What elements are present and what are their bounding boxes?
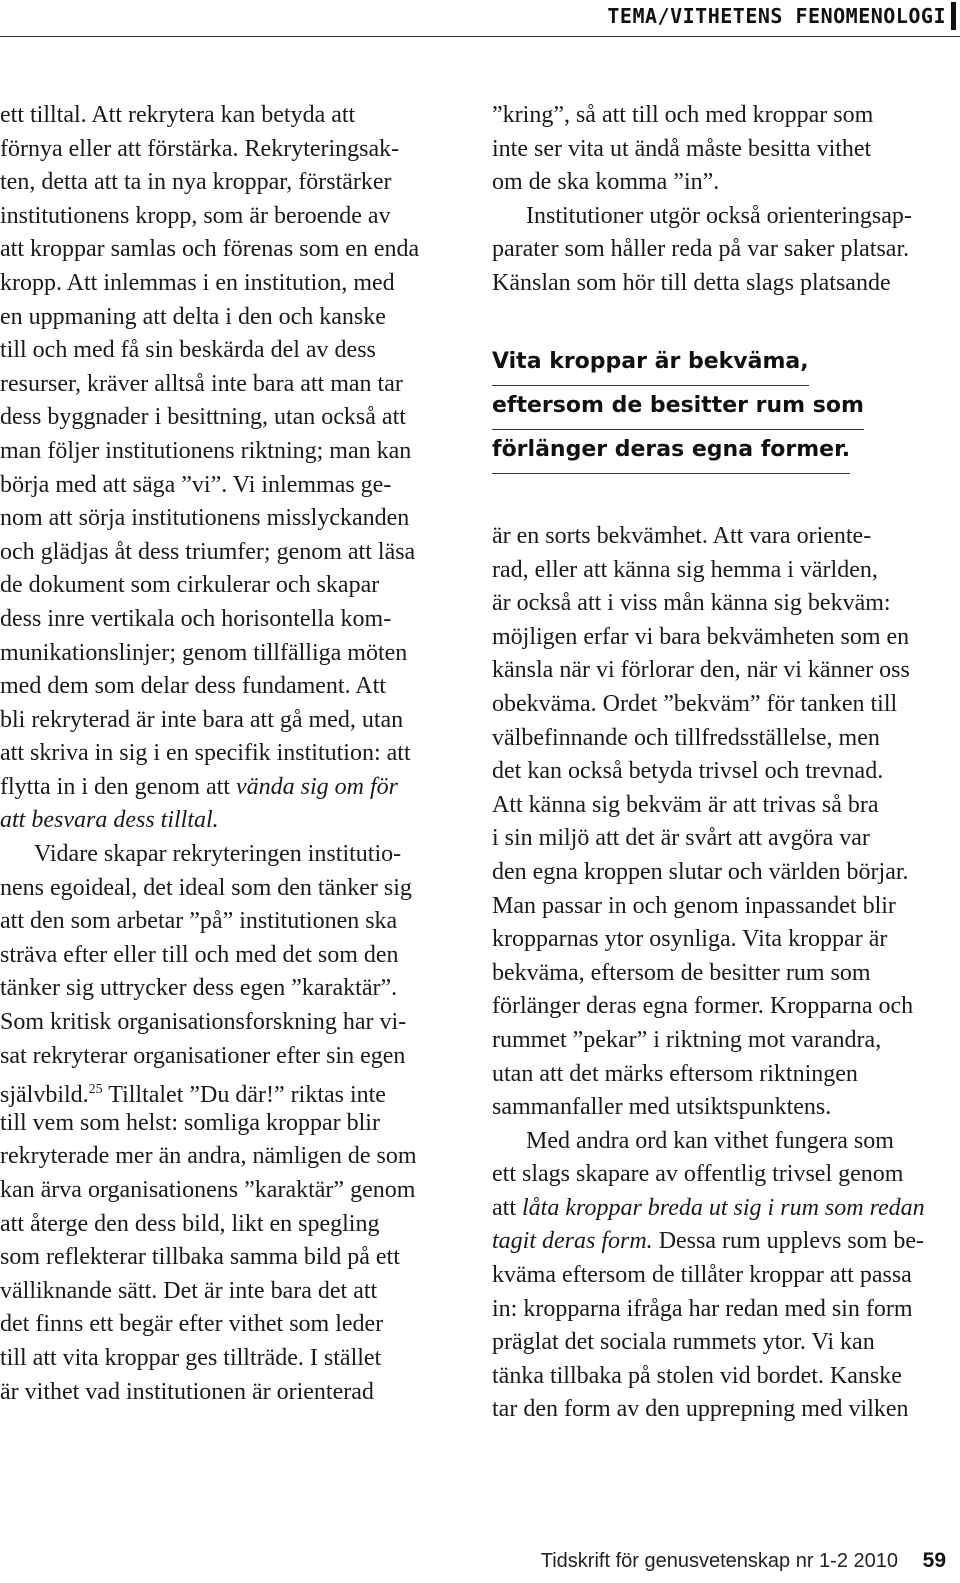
text-line: resurser, kräver alltså inte bara att man tar — [0, 370, 403, 397]
italic-fragment: låta kroppar breda ut sig i rum som redan — [522, 1194, 925, 1221]
text-line: nens egoideal, det ideal som den tänker sig — [0, 874, 412, 901]
text-line: sat rekryterar organisationer efter sin egen — [0, 1042, 406, 1069]
text-line: Vidare skapar rekryteringen institutio- — [34, 841, 402, 868]
pull-quote-line: förlänger deras egna former. — [492, 430, 850, 474]
text-line: att kroppar samlas och förenas som en enda — [0, 236, 420, 263]
italic-fragment: vända sig om för — [235, 773, 398, 800]
right-column-top — [492, 99, 954, 301]
text-line: dess inre vertikala och horisontella kom- — [0, 605, 392, 632]
text-line: förlänger deras egna former. Kropparna och — [492, 993, 914, 1020]
text-line — [492, 1192, 954, 1226]
text-fragment: Dessa rum upplevs som be- — [658, 1228, 924, 1255]
text-line: Med andra ord kan vithet fungera som — [526, 1127, 894, 1154]
text-line: rad, eller att känna sig hemma i världen, — [492, 556, 878, 583]
footnote-reference[interactable]: 25 — [88, 1082, 103, 1098]
text-line: sammanfaller med utsiktspunktens. — [492, 1094, 832, 1121]
text-line: att den som arbetar ”på” institutionen ska — [0, 908, 398, 935]
text-line: är vithet vad institutionen är orienterad — [0, 1378, 374, 1405]
text-line: till och med få sin beskärda del av dess — [0, 337, 376, 364]
text-line: dess byggnader i besittning, utan också att — [0, 404, 406, 431]
text-line: att återge den dess bild, likt en spegling — [0, 1210, 380, 1237]
text-line: Att känna sig bekväm är att trivas så bra — [492, 791, 879, 818]
text-fragment: flytta in i den genom att — [0, 773, 230, 800]
page-number: 59 — [922, 1549, 946, 1572]
text-line: de dokument som cirkulerar och skapar — [0, 572, 380, 599]
text-line: präglat det sociala rummets ytor. Vi kan — [492, 1329, 875, 1356]
text-line: tänka tillbaka på stolen vid bordet. Kanske — [492, 1362, 902, 1389]
text-line: utan att det märks eftersom riktningen — [492, 1060, 858, 1087]
text-line: Som kritisk organisationsforskning har vi- — [0, 1009, 407, 1036]
running-title: TEMA/VITHETENS FENOMENOLOGI — [607, 4, 946, 28]
text-line: ”kring”, så att till och med kroppar som — [492, 102, 874, 128]
text-line: möjligen erfar vi bara bekvämheten som en — [492, 623, 910, 650]
text-line: institutionens kropp, som är beroende av — [0, 202, 391, 229]
text-line: tänker sig uttrycker dess egen ”karaktär”. — [0, 975, 398, 1002]
text-line: en uppmaning att delta i den och kanske — [0, 303, 386, 330]
text-line: nom att sörja institutionens misslyckanden — [0, 505, 410, 532]
text-line: Institutioner utgör också orienteringsap- — [526, 202, 912, 229]
pull-quote — [492, 342, 952, 474]
text-line: rekryterade mer än andra, nämligen de som — [0, 1143, 417, 1170]
header-tick-mark — [951, 2, 956, 30]
text-line: bekväma, eftersom de besitter rum som — [492, 959, 871, 986]
text-line: börja med att säga ”vi”. Vi inlemmas ge- — [0, 471, 392, 498]
text-line: munikationslinjer; genom tillfälliga möten — [0, 639, 408, 666]
text-line: ett tilltal. Att rekrytera kan betyda att — [0, 102, 356, 128]
header-rule — [0, 36, 960, 37]
running-header — [0, 0, 960, 48]
journal-name: Tidskrift för genusvetenskap nr 1-2 2010 — [540, 1550, 898, 1572]
text-line: den egna kroppen slutar och världen börjar. — [492, 858, 909, 885]
text-fragment: självbild. — [0, 1082, 89, 1107]
text-line: till att vita kroppar ges tillträde. I stället — [0, 1344, 382, 1371]
pull-quote-line: Vita kroppar är bekväma, — [492, 342, 809, 386]
text-line: och glädjas åt dess triumfer; genom att läsa — [0, 538, 416, 565]
text-line: inte ser vita ut ändå måste besitta vithet — [492, 135, 872, 162]
text-line: det kan också betyda trivsel och trevnad. — [492, 758, 884, 785]
text-line: välbefinnande och tillfredsställelse, men — [492, 724, 880, 751]
page-footer — [0, 1548, 960, 1583]
text-line: ten, detta att ta in nya kroppar, förstärker — [0, 169, 392, 196]
pull-quote-line: eftersom de besitter rum som — [492, 386, 864, 430]
text-line: tar den form av den upprepning med vilken — [492, 1396, 909, 1423]
text-line: att besvara dess tilltal. — [0, 807, 219, 834]
text-line: parater som håller reda på var saker platsar. — [492, 236, 910, 263]
text-line: bli rekryterad är inte bara att gå med, utan — [0, 706, 404, 733]
text-line: kan ärva organisationens ”karaktär” genom — [0, 1177, 416, 1203]
text-line: Känslan som hör till detta slags platsande — [492, 269, 891, 296]
italic-fragment: tagit deras form. — [492, 1228, 653, 1255]
text-line: sträva efter eller till och med det som den — [0, 941, 399, 968]
text-line: in: kropparna ifråga har redan med sin form — [492, 1295, 913, 1322]
text-line: man följer institutionens riktning; man kan — [0, 437, 412, 464]
text-line: kväma eftersom de tillåter kroppar att passa — [492, 1262, 912, 1289]
text-line: att skriva in sig i en specifik institution: att — [0, 740, 411, 767]
text-line: om de ska komma ”in”. — [492, 169, 720, 196]
text-line: kropp. Att inlemmas i en institution, med — [0, 269, 395, 296]
text-line: som reflekterar tillbaka samma bild på ett — [0, 1244, 400, 1271]
right-column-bottom — [492, 520, 954, 1427]
text-line: Man passar in och genom inpassandet blir — [492, 892, 896, 919]
text-line: rummet ”pekar” i riktning mot varandra, — [492, 1026, 882, 1053]
text-line: ett slags skapare av offentlig trivsel genom — [492, 1161, 904, 1188]
text-line: är en sorts bekvämhet. Att vara oriente- — [492, 523, 872, 549]
text-line — [0, 771, 462, 805]
text-line: med dem som delar dess fundament. Att — [0, 673, 386, 700]
text-fragment: att — [492, 1194, 516, 1221]
text-line: är också att i viss mån känna sig bekväm: — [492, 590, 891, 617]
text-line: känsla när vi förlorar den, när vi känner oss — [492, 657, 910, 684]
text-line: det finns ett begär efter vithet som leder — [0, 1311, 384, 1338]
text-fragment: Tilltalet ”Du där!” riktas inte — [108, 1082, 386, 1107]
text-line: till vem som helst: somliga kroppar blir — [0, 1109, 380, 1136]
text-line: kropparnas ytor osynliga. Vita kroppar är — [492, 926, 888, 953]
text-line: välliknande sätt. Det är inte bara det att — [0, 1277, 378, 1304]
left-column — [0, 99, 462, 1409]
text-line: i sin miljö att det är svårt att avgöra var — [492, 825, 870, 852]
text-line: obekväma. Ordet ”bekväm” för tanken till — [492, 690, 898, 717]
text-line — [492, 1225, 954, 1259]
text-line — [0, 1073, 462, 1107]
text-line: förnya eller att förstärka. Rekryteringsak- — [0, 135, 400, 162]
